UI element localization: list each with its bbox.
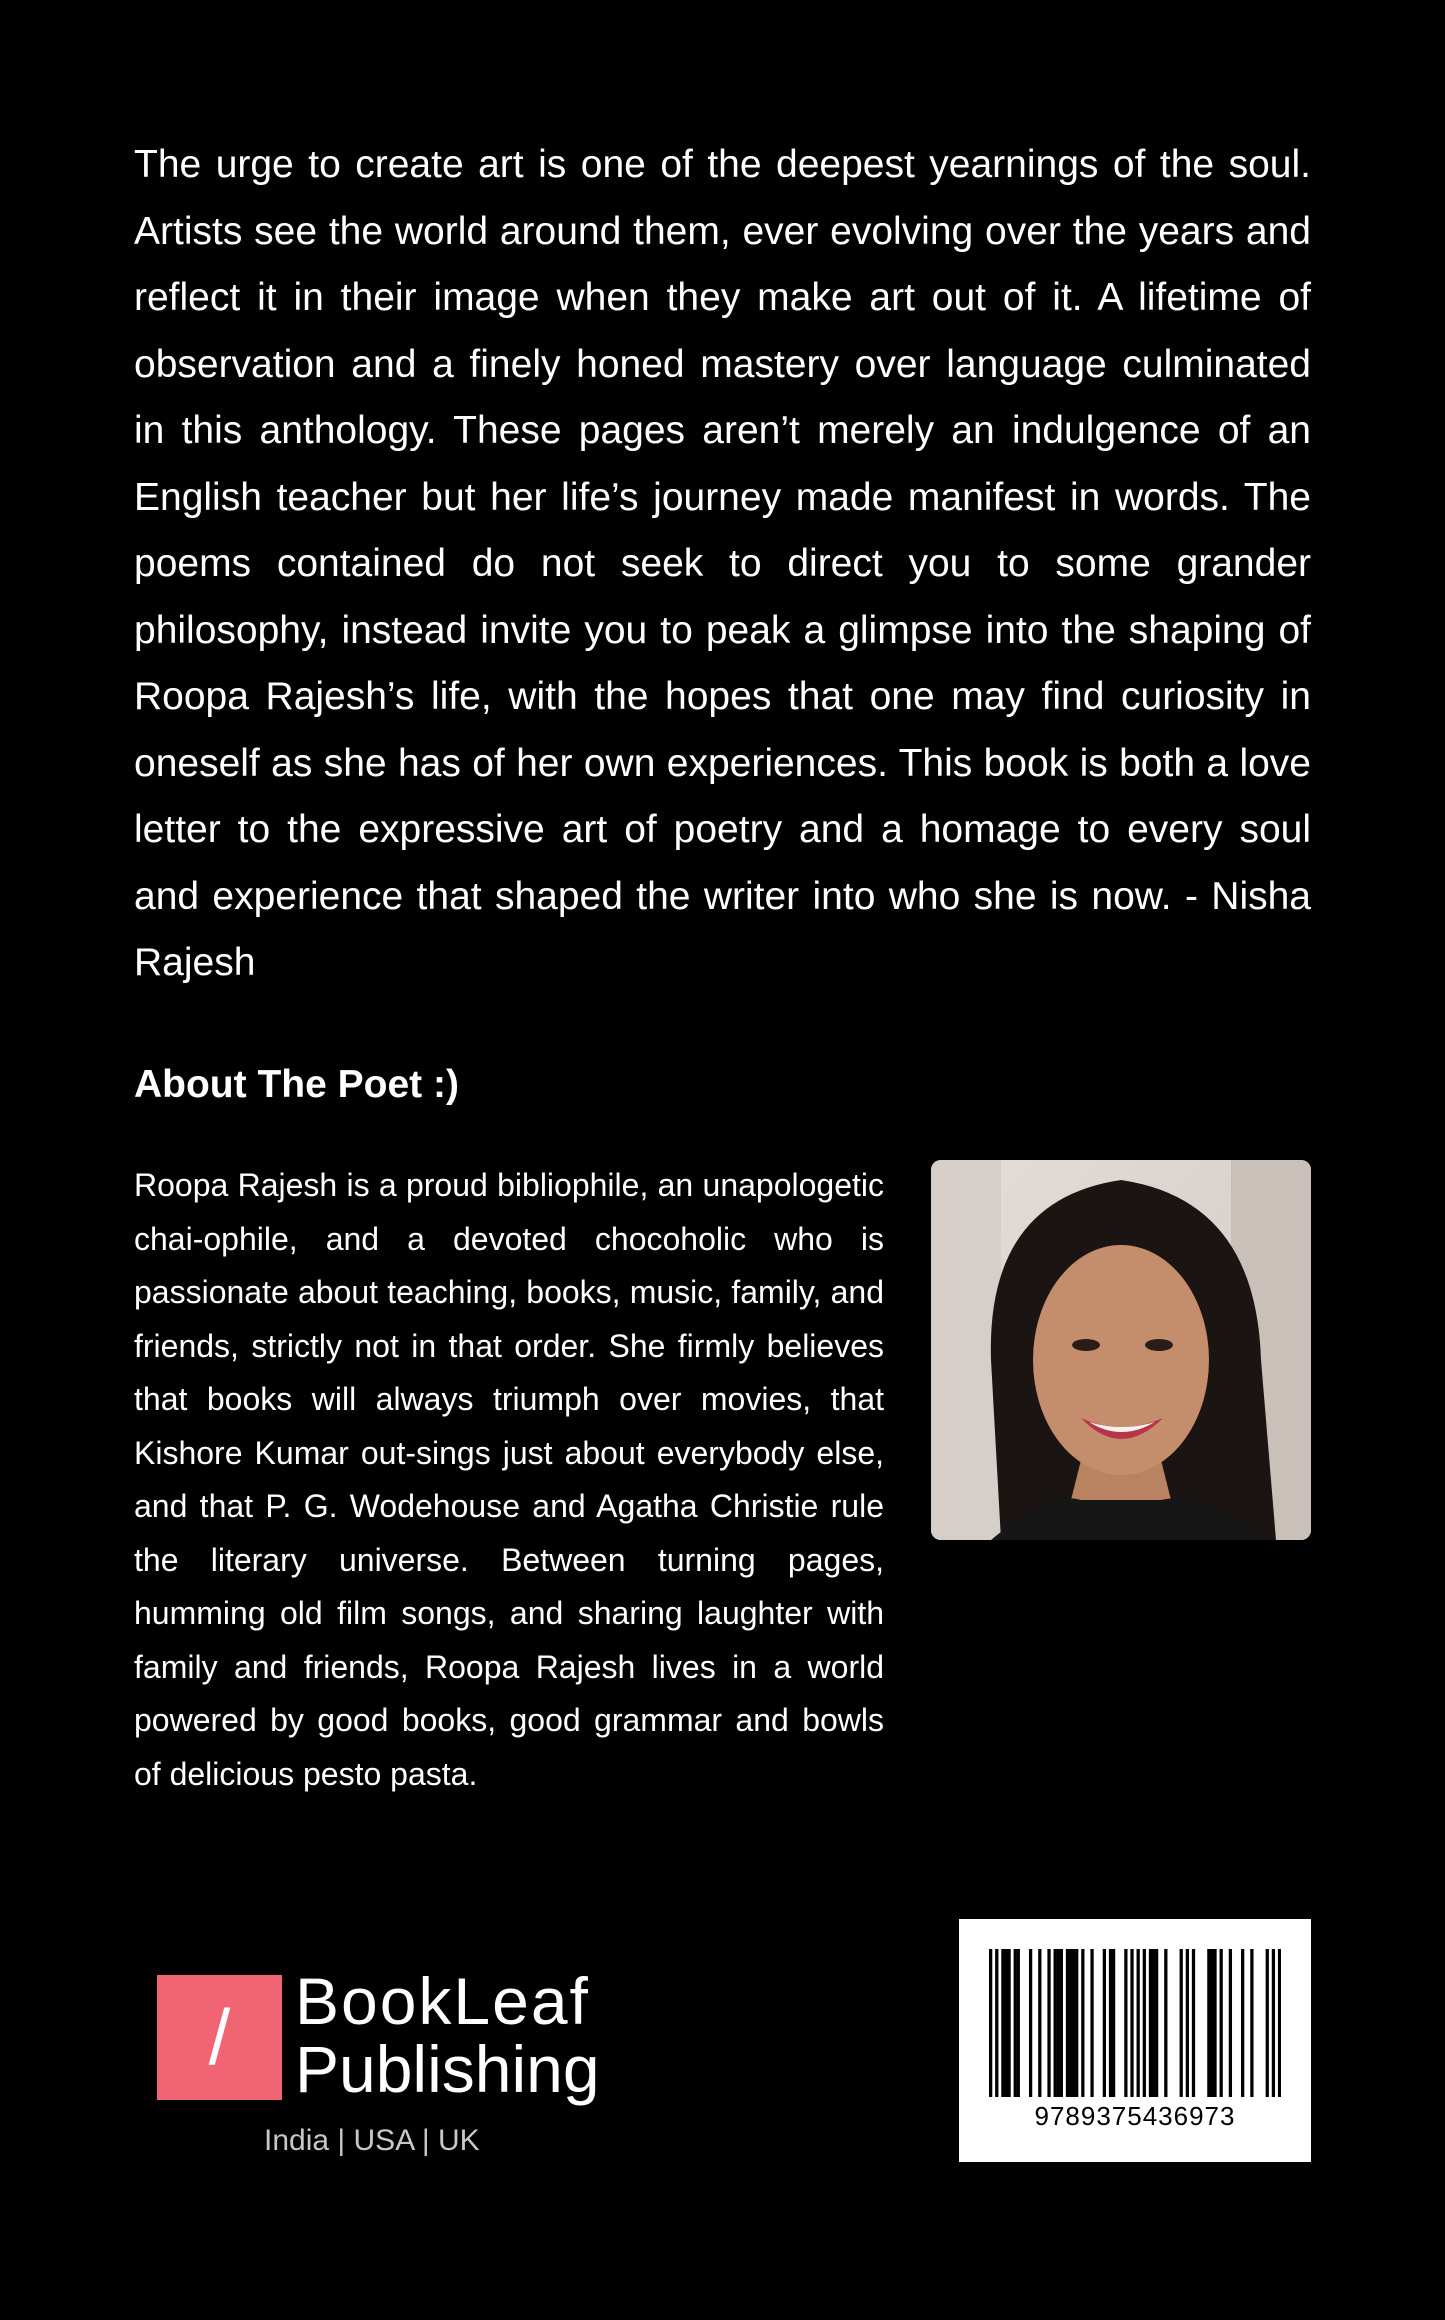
barcode-bar [1112,1949,1115,2097]
barcode-bar [1186,1949,1189,2097]
barcode-bar [1130,1949,1133,2097]
barcode-bar [995,1949,998,2097]
barcode-bar [1241,1949,1244,2097]
barcode-bar [1007,1949,1010,2097]
barcode-bar [1038,1949,1041,2097]
barcode-bar [1069,1949,1072,2097]
barcode-bar [1029,1949,1032,2097]
barcode-bar [1143,1949,1146,2097]
barcode-bar [1229,1949,1232,2097]
isbn-barcode [959,1919,1311,2162]
publisher-name-line2: Publishing [295,2032,600,2106]
barcode-bar [1266,1949,1269,2097]
about-poet-heading: About The Poet :) [134,1063,459,1106]
barcode-bar [1124,1949,1127,2097]
barcode-bar [1066,1949,1069,2097]
barcode-bar [1103,1949,1106,2097]
publisher-name-line1: BookLeaf [295,1964,590,2038]
publisher-logo [157,1964,617,2130]
barcode-bar [1057,1949,1060,2097]
barcode-bar [1220,1949,1223,2097]
publisher-regions: India | USA | UK [264,2124,480,2157]
poet-bio: Roopa Rajesh is a proud bibliophile, an unapologetic chai-ophile, and a devoted chocoholic who is passionate about teaching, books, music, family, and friends, strictly not in that order. She firmly believes that books will always triumph over movies, that Kishore Kumar out-sings just about everybody else, and that P. G. Wodehouse and Agatha Christie rule the literary universe. Between turning pages, humming old film songs, and sharing laughter with family and friends, Roopa Rajesh lives in a world powered by good books, good grammar and bowls of delicious pesto pasta. [134,1167,884,1792]
barcode-bar [1017,1949,1020,2097]
barcode-bars [989,1949,1281,2097]
barcode-bar [1054,1949,1057,2097]
isbn-number: 9789375436973 [1034,2101,1236,2131]
barcode-bar [1278,1949,1281,2097]
barcode-bar [1075,1949,1078,2097]
barcode-bar [1207,1949,1210,2097]
barcode-bar [1001,1949,1004,2097]
barcode-bar [1004,1949,1007,2097]
barcode-bar [989,1949,992,2097]
barcode-bar [1192,1949,1195,2097]
barcode-bar [1272,1949,1275,2097]
barcode-bar [1060,1949,1063,2097]
barcode-bar [1149,1949,1152,2097]
barcode-bar [1072,1949,1075,2097]
barcode-bar [1014,1949,1017,2097]
barcode-bar [1137,1949,1140,2097]
back-cover-blurb: The urge to create art is one of the deepest yearnings of the soul. Artists see the world around them, ever evolving over the years and reflect it in their image when they make art out of it. A lifetime of observation and a finely honed mastery over language culminated in this anthology. These pages aren’t merely an indulgence of an English teacher but her life’s journey made manifest in words. The poems contained do not seek to direct you to some grander philosophy, instead invite you to peak a glimpse into the shaping of Roopa Rajesh’s life, with the hopes that one may find curiosity in oneself as she has of her own experiences. This book is both a love letter to the expressive art of poetry and a homage to every soul and experience that shaped the writer into who she is now. - Nisha Rajesh [134,143,1311,984]
barcode-bar [1180,1949,1183,2097]
barcode-bar [1213,1949,1216,2097]
barcode-bar [1047,1949,1050,2097]
barcode-bar [1250,1949,1253,2097]
logo-slash-glyph: / [208,1993,231,2081]
barcode-bar [1152,1949,1155,2097]
barcode-bar [1164,1949,1167,2097]
barcode-bar [1210,1949,1213,2097]
barcode-bar [1155,1949,1158,2097]
barcode-bar [1081,1949,1084,2097]
barcode-bar [1109,1949,1112,2097]
barcode-bar [1090,1949,1093,2097]
author-photo [931,1160,1311,1540]
